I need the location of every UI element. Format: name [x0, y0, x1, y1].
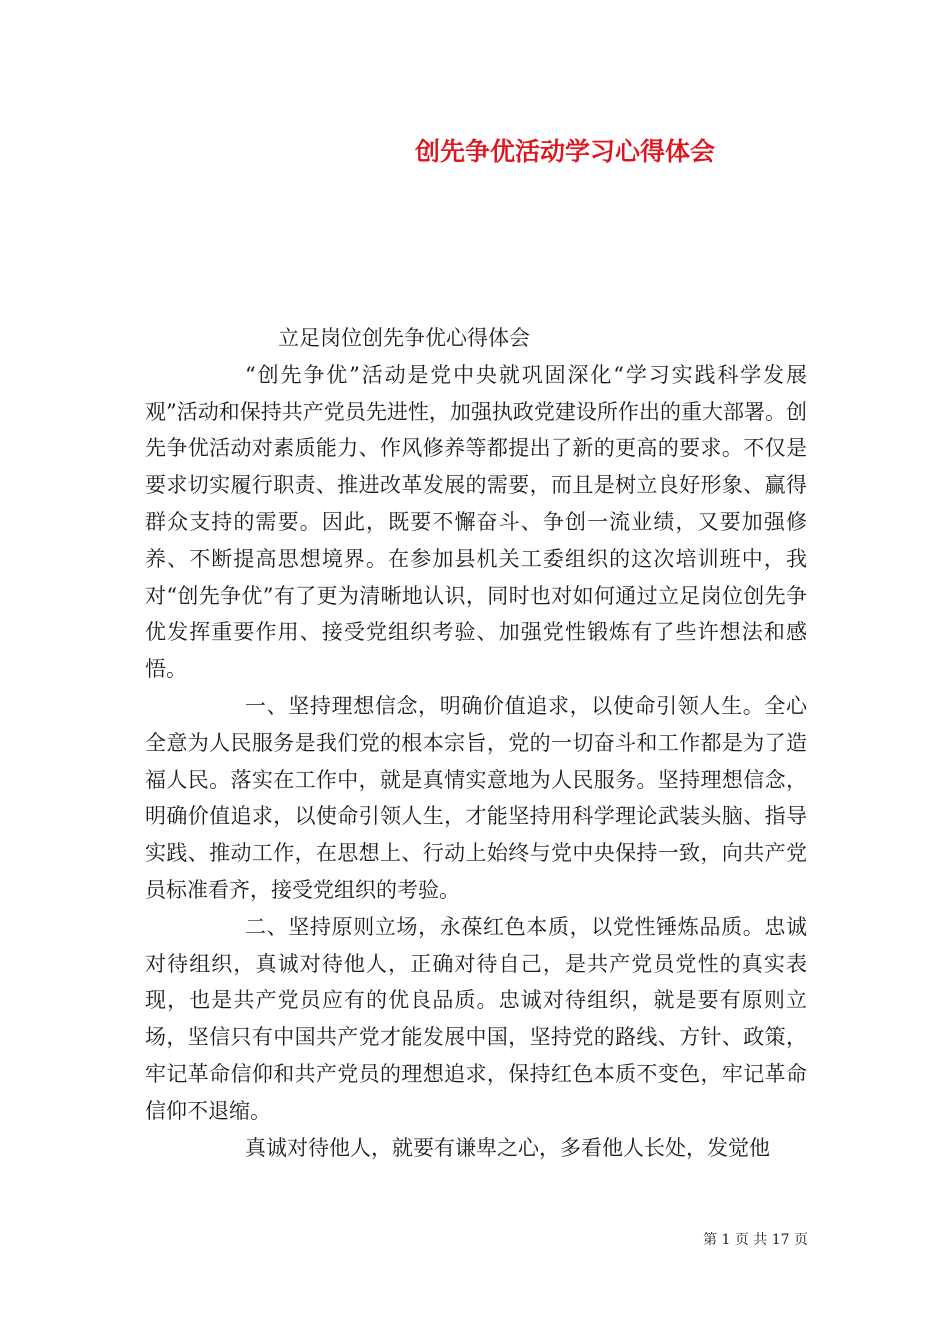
- page-number: 第 1 页 共 17 页: [703, 1232, 808, 1248]
- paragraph: 一、坚持理想信念，明确价值追求，以使命引领人生。全心全意为人民服务是我们党的根本宗旨，党的一切奋斗和工作都是为了造福人民。落实在工作中，就是真情实意地为人民服务。坚持理想信念，明确价值追求，以使命引领人生，才能坚持用科学理论武装头脑、指导实践、推动工作，在思想上、行动上始终与党中央保持一致，向共产党员标准看齐，接受党组织的考验。: [145, 693, 807, 902]
- document-body: [145, 320, 807, 1166]
- paragraph: “创先争优”活动是党中央就巩固深化“学习实践科学发展观”活动和保持共产党员先进性，加强执政党建设所作出的重大部署。创先争优活动对素质能力、作风修养等都提出了新的更高的要求。不仅是要求切实履行职责、推进改革发展的需要，而且是树立良好形象、赢得群众支持的需要。因此，既要不懈奋斗、争创一流业绩，又要加强修养、不断提高思想境界。在参加县机关工委组织的这次培训班中，我对“创先争优”有了更为清晰地认识，同时也对如何通过立足岗位创先争优发挥重要作用、接受党组织考验、加强党性锻炼有了些许想法和感悟。: [145, 362, 807, 682]
- paragraph: 二、坚持原则立场，永葆红色本质，以党性锤炼品质。忠诚对待组织，真诚对待他人，正确对待自己，是共产党员党性的真实表现，也是共产党员应有的优良品质。忠诚对待组织，就是要有原则立场，坚信只有中国共产党才能发展中国，坚持党的路线、方针、政策，牢记革命信仰和共产党员的理想追求，保持红色本质不变色，牢记革命信仰不退缩。: [145, 914, 807, 1123]
- document-title: 创先争优活动学习心得体会: [414, 137, 715, 166]
- paragraph: 真诚对待他人，就要有谦卑之心，多看他人长处，发觉他: [245, 1135, 770, 1160]
- section-subheading: 立足岗位创先争优心得体会: [278, 326, 530, 350]
